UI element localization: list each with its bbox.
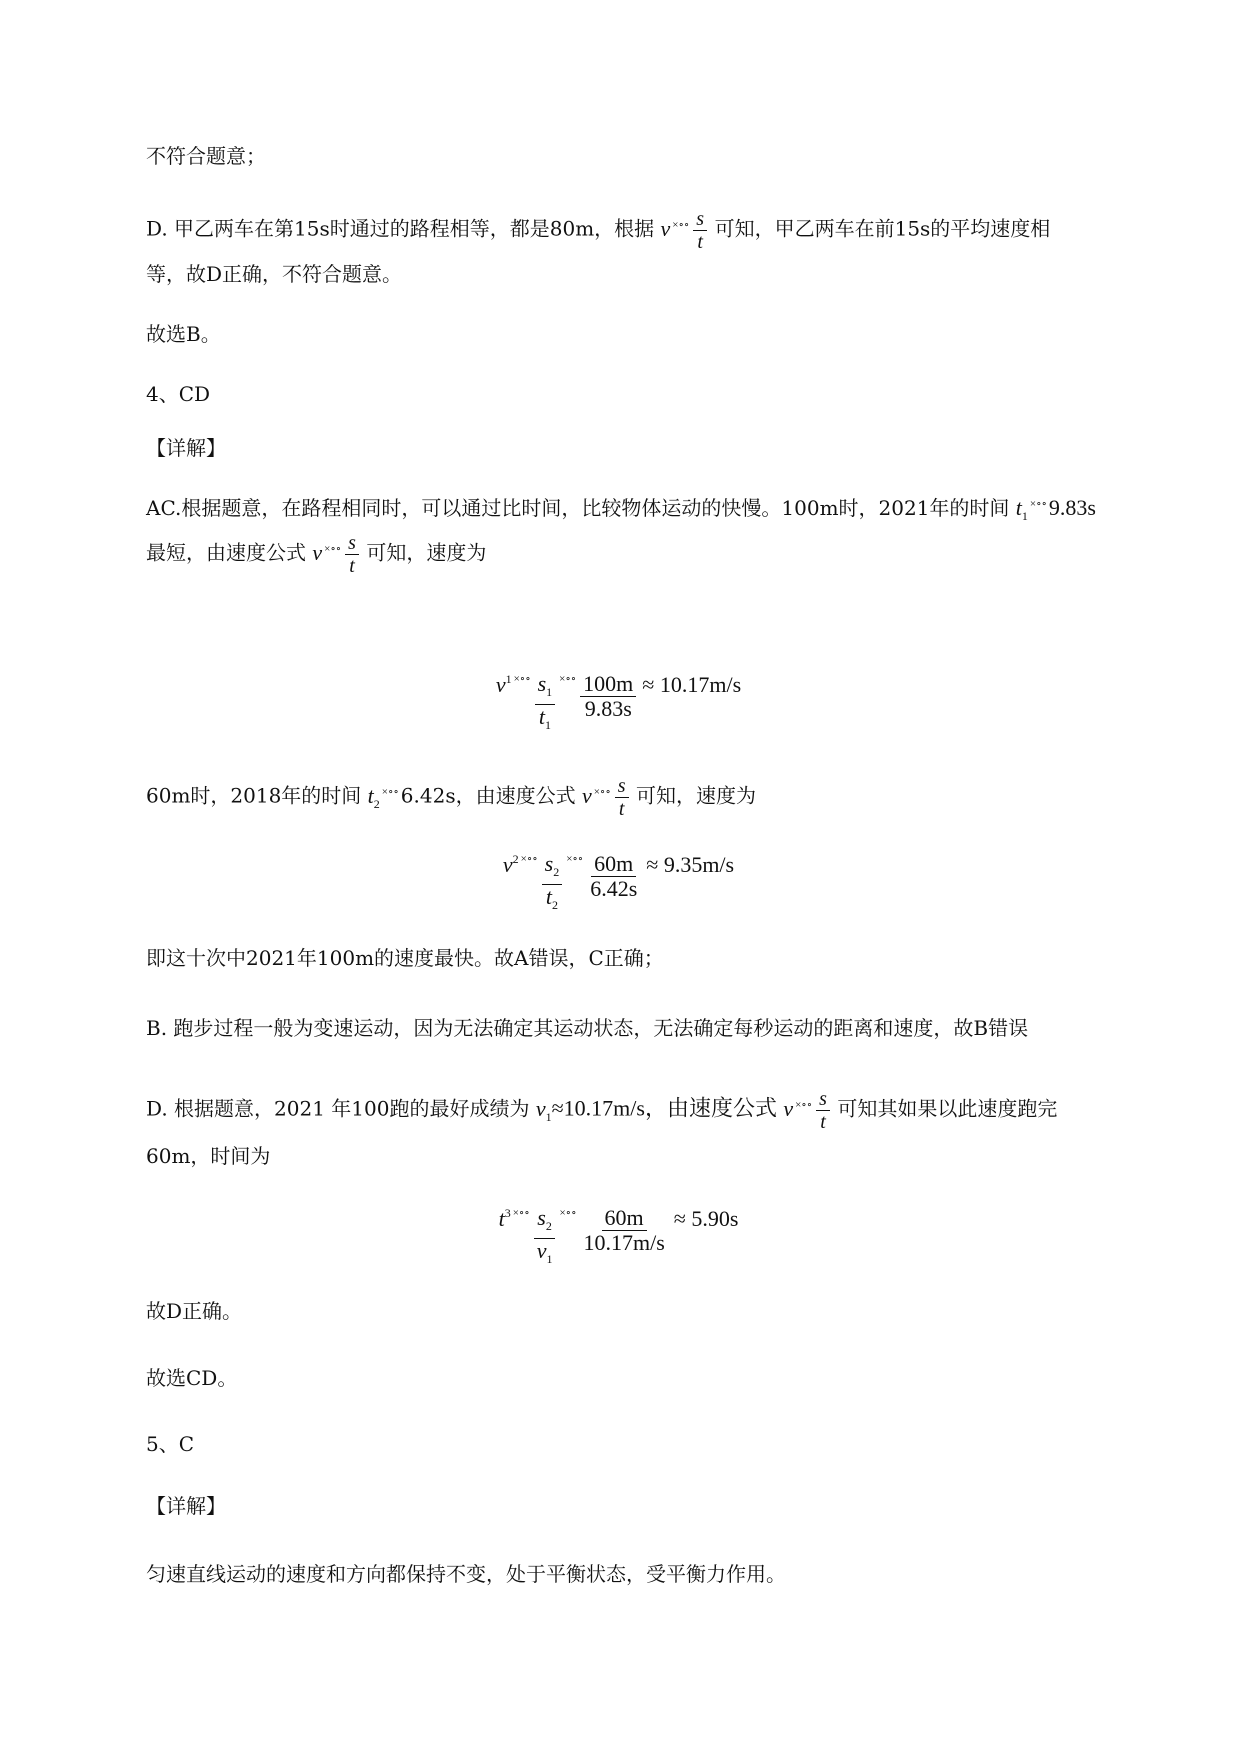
section-heading: 【详解】 <box>146 436 226 460</box>
text-segment: 9.83s <box>1048 495 1096 520</box>
text-line <box>146 532 486 577</box>
formula-v-s-t: v ×∘∘ $\frac{s}{t}$ <box>582 783 636 808</box>
text-segment: 可知，甲乙两车在前15s的平均速度相 <box>714 216 1051 241</box>
text-segment: 可知，速度为 <box>636 783 757 808</box>
formula-v-s-t: v ×∘∘ $\frac{s}{t}$ <box>661 216 715 241</box>
option-b-line: B. 跑步过程一般为变速运动，因为无法确定其运动状态，无法确定每秒运动的距离和速度，故B错误 <box>146 1016 1029 1040</box>
text-segment: AC.根据题意，在路程相同时，可以通过比时间，比较物体运动的快慢。100m时，2021年的时间 <box>146 496 1010 520</box>
option-ac-line: AC.根据题意，在路程相同时，可以通过比时间，比较物体运动的快慢。100m时，2021年的时间 $t_1^{\times\circ\circ}9.83s$ <box>146 495 1096 523</box>
text-segment: 60m时，2018年的时间 <box>146 783 362 808</box>
text-line: 不符合题意； <box>146 144 266 168</box>
text-line: 即这十次中2021年100m的速度最快。故A错误，C正确； <box>146 946 664 970</box>
text-line: 匀速直线运动的速度和方向都保持不变，处于平衡状态，受平衡力作用。 <box>146 1562 786 1586</box>
text-line: 60m时，2018年的时间 $t_2^{\times\circ\circ}$ 6.42s，由速度公式 v ×∘∘ $\frac{s}{t}$ 可知，速度为 <box>146 775 757 820</box>
text-line: 等，故D正确，不符合题意。 <box>146 262 403 286</box>
question-number: 5、C <box>146 1432 195 1456</box>
text-segment: 可知，速度为 <box>366 540 487 565</box>
text-segment: 最短，由速度公式 <box>146 540 306 565</box>
equation-v1: v 1 ×∘∘ $\frac{s_1}{t_1}$ ×∘∘ $\frac{100m}{9.83s}$ ≈ 10.17m/s <box>495 671 742 732</box>
text-line: 故选CD。 <box>146 1366 238 1390</box>
text-segment: ≈10.17m/s，由速度公式 <box>551 1095 777 1121</box>
equation-v2: v 2 ×∘∘ $\frac{s_2}{t_2}$ ×∘∘ $\frac{60m}{6.42s}$ ≈ 9.35m/s <box>502 851 735 912</box>
option-d-line <box>146 208 1050 253</box>
text-line: 故选B。 <box>146 322 221 346</box>
equation-t3: t 3 ×∘∘ $\frac{s_2}{v_1}$ ×∘∘ $\frac{60m}{10.17m/s}$ ≈ 5.90s <box>498 1205 739 1266</box>
formula-v-s-t: v ×∘∘ $\frac{s}{t}$ <box>783 1096 837 1121</box>
option-d-line: D. 根据题意，2021 年100跑的最好成绩为 $v_1\approx 10.17m/s$，由速度公式 v ×∘∘ $\frac{s}{t}$ 可知其如果以此速度跑完 <box>146 1088 1058 1133</box>
text-segment: 6.42s，由速度公式 <box>400 783 576 808</box>
text-segment: D. 甲乙两车在第15s时通过的路程相等，都是80m，根据 <box>146 216 655 241</box>
question-number: 4、CD <box>146 382 211 406</box>
formula-v-s-t: v ×∘∘ $\frac{s}{t}$ <box>312 540 366 565</box>
text-line: 60m，时间为 <box>146 1144 271 1168</box>
text-segment: 可知其如果以此速度跑完 <box>837 1096 1058 1121</box>
text-line: 故D正确。 <box>146 1299 243 1323</box>
text-segment: D. 根据题意，2021 年100跑的最好成绩为 <box>146 1096 530 1121</box>
section-heading: 【详解】 <box>146 1494 226 1518</box>
